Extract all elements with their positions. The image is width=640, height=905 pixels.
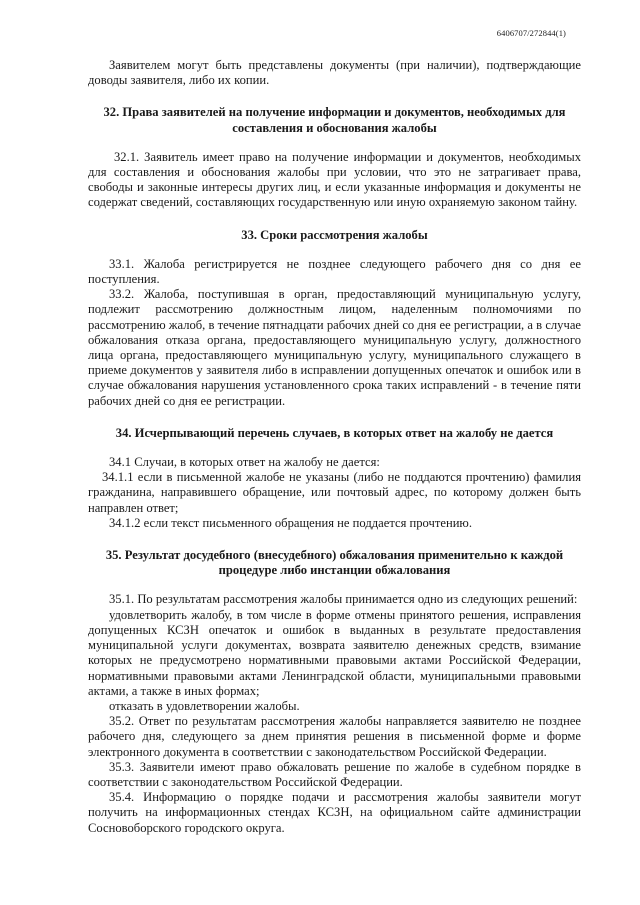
paragraph-35-2: 35.2. Ответ по результатам рассмотрения жалобы направляется заявителю не позднее рабочего дня, следующего за днем принятия решения в письменной форме и форме электронного документа в соответствии с законодательством Российской Федерации. bbox=[88, 714, 581, 759]
document-number: 6406707/272844(1) bbox=[496, 28, 566, 38]
intro-paragraph: Заявителем могут быть представлены документы (при наличии), подтверждающие доводы заявителя, либо их копии. bbox=[88, 58, 581, 88]
section-35 bbox=[88, 548, 581, 836]
paragraph-33-2: 33.2. Жалоба, поступившая в орган, предоставляющий муниципальную услугу, подлежит рассмотрению должностным лицом, наделенным полномочиями по рассмотрению жалоб, в течение пятнадцати рабочих дней со дня ее регистрации, а в случае обжалования отказа органа, предоставляющего муниципальную услугу, должностного лица органа, предоставляющего муниципальную услугу, муниципального служащего в приеме документов у заявителя либо в исправлении допущенных опечаток и ошибок или в случае обжалования нарушения установленного срока таких исправлений - в течение пяти рабочих дней со дня ее регистрации. bbox=[88, 287, 581, 408]
paragraph-35-3: 35.3. Заявители имеют право обжаловать решение по жалобе в судебном порядке в соответствии с законодательством Российской Федерации. bbox=[88, 759, 581, 789]
section-33-title: 33. Сроки рассмотрения жалобы bbox=[241, 227, 428, 242]
paragraph-34-1: 34.1 Случаи, в которых ответ на жалобу не дается: bbox=[109, 455, 380, 470]
paragraph-35-4: 35.4. Информацию о порядке подачи и рассмотрения жалобы заявители могут получить на информационных стендах КСЗН, на официальном сайте администрации Сосновоборского городского округа. bbox=[88, 790, 581, 835]
paragraph-35-1: 35.1. По результатам рассмотрения жалобы принимается одно из следующих решений: bbox=[109, 592, 578, 607]
paragraph-32-1: 32.1. Заявитель имеет право на получение информации и документов, необходимых для составления и обоснования жалобы при условии, что это не затрагивает права, свободы и законные интересы других лиц, и если указанные информация и документы не содержат сведений, составляющих государственную или иную охраняемую законом тайну. bbox=[88, 149, 581, 210]
paragraph-35-1-b: отказать в удовлетворении жалобы. bbox=[109, 698, 300, 713]
section-32 bbox=[88, 105, 581, 210]
section-35-title: 35. Результат досудебного (внесудебного) обжалования применительно к каждой процедуре либо инстанции обжалования bbox=[105, 548, 564, 578]
section-32-title: 32. Права заявителей на получение информации и документов, необходимых для составления и обоснования жалобы bbox=[103, 105, 566, 135]
section-33 bbox=[88, 228, 581, 409]
paragraph-34-1-2: 34.1.2 если текст письменного обращения не поддается прочтению. bbox=[109, 515, 472, 530]
paragraph-35-1-a: удовлетворить жалобу, в том числе в форме отмены принятого решения, исправления допущенных КСЗН опечаток и ошибок в выданных в результате предоставления муниципальной услуги документах, возврата заявителю денежных средств, взимание которых не предусмотрено нормативными правовыми актами Российской Федерации, нормативными правовыми актами Ленинградской области, муниципальными правовыми актами, а также в иных формах; bbox=[88, 607, 581, 698]
paragraph-34-1-1: 34.1.1 если в письменной жалобе не указаны (либо не поддаются прочтению) фамилия гражданина, направившего обращение, или почтовый адрес, по которому должен быть направлен ответ; bbox=[88, 470, 581, 515]
section-34-title: 34. Исчерпывающий перечень случаев, в которых ответ на жалобу не дается bbox=[115, 425, 554, 440]
document-body bbox=[88, 58, 581, 836]
section-34 bbox=[88, 426, 581, 531]
paragraph-33-1: 33.1. Жалоба регистрируется не позднее следующего рабочего дня со дня ее поступления. bbox=[88, 256, 581, 287]
